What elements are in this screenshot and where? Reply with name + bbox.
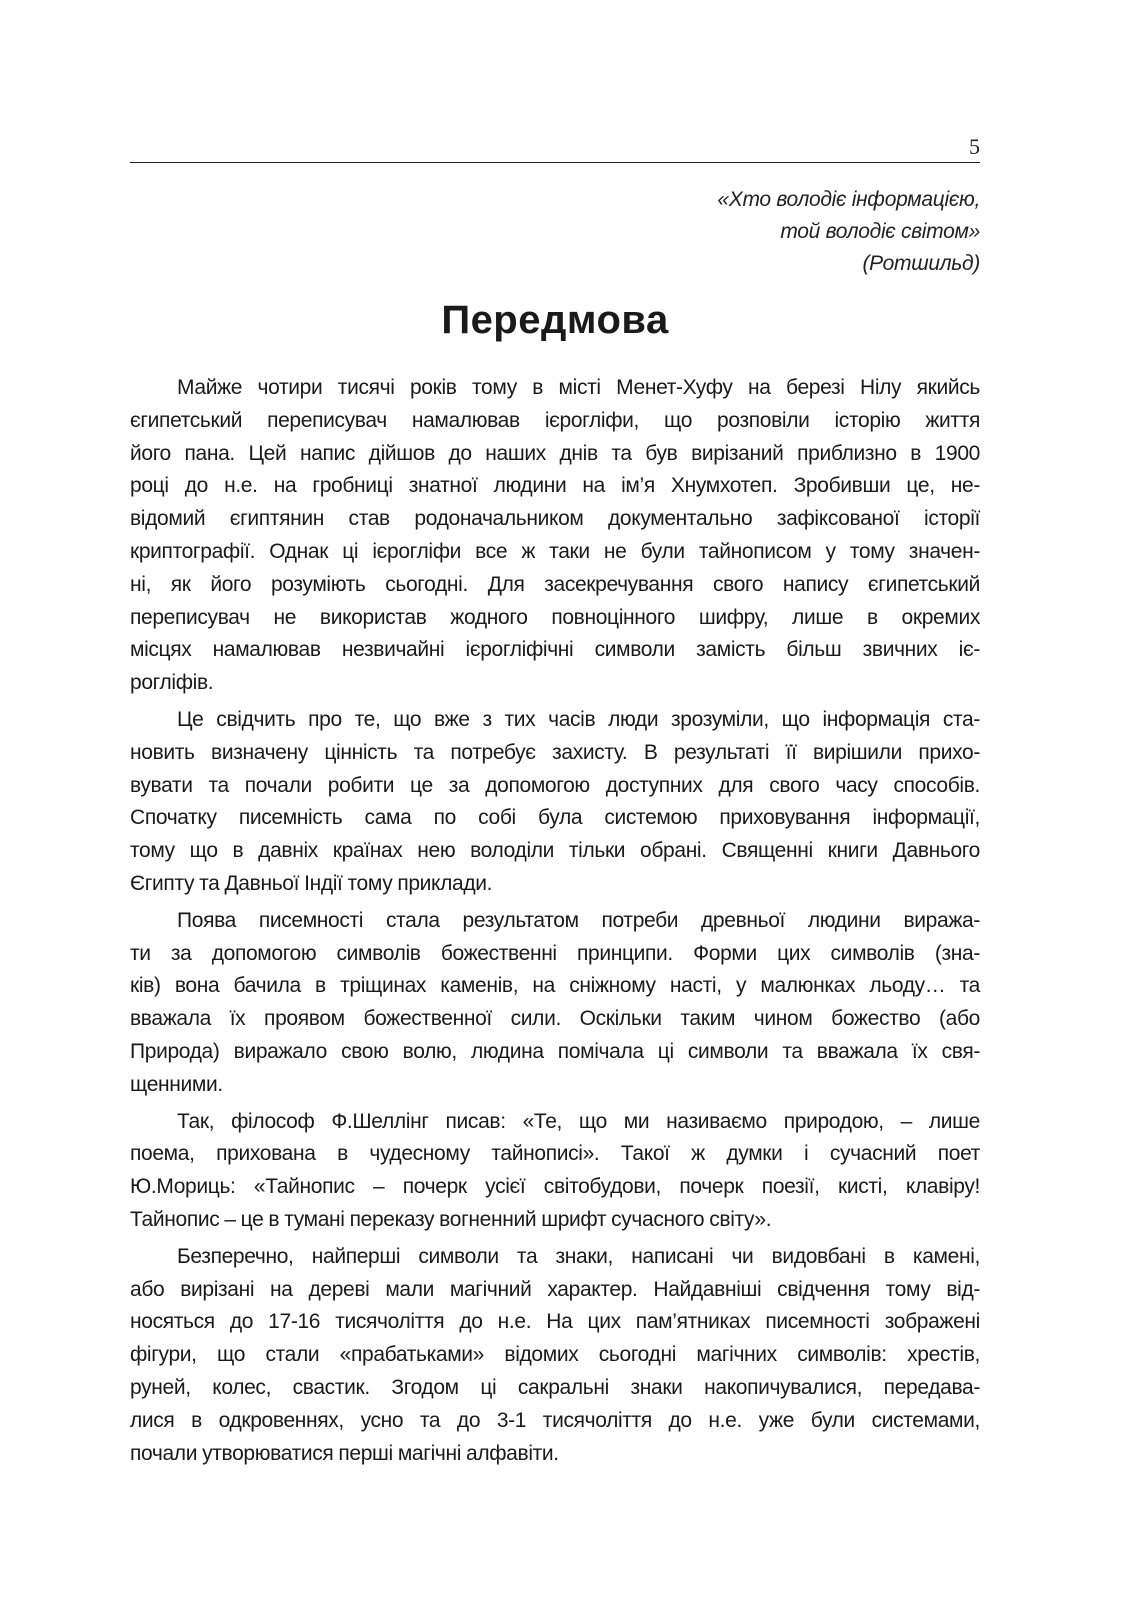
- paragraph: [130, 1106, 980, 1237]
- epigraph-line: той володіє світом»: [780, 220, 980, 243]
- text-line: Ю.Мориць: «Тайнопис – почерк усієї світобудови, почерк поезії, кисті, клавіру!: [130, 1175, 980, 1199]
- page-title: Передмова: [441, 298, 669, 342]
- text-line: тому що в давніх країнах нею володіли тільки обрані. Священні книги Давнього: [130, 839, 980, 863]
- text-line: ків) вона бачила в тріщинах каменів, на сніжному насті, у малюнках льоду… та: [130, 974, 980, 998]
- page-number: 5: [969, 134, 980, 159]
- text-line: вважала їх проявом божественної сили. Оскільки таким чином божество (або: [130, 1007, 980, 1031]
- text-line: вувати та почали робити це за допомогою доступних для свого часу способів.: [130, 773, 980, 797]
- text-line: єгипетський переписувач намалював ієрогліфи, що розповіли історію життя: [130, 408, 980, 432]
- text-line: його пана. Цей напис дійшов до наших днів та був вирізаний приблизно в 1900: [130, 441, 980, 465]
- text-line: Так, філософ Ф.Шеллінг писав: «Те, що ми називаємо природою, – лише: [177, 1109, 980, 1133]
- text-line: щенними.: [130, 1072, 223, 1096]
- text-line: Майже чотири тисячі років тому в місті Менет-Хуфу на березі Нілу якийсь: [177, 376, 980, 399]
- text-line: відомий єгиптянин став родоначальником документально зафіксованої історії: [130, 507, 980, 531]
- paragraph: [130, 1241, 980, 1471]
- text-line: Безперечно, найперші символи та знаки, написані чи видовбані в камені,: [177, 1244, 980, 1268]
- text-line: Природа) виражало свою волю, людина помічала ці символи та вважала їх свя-: [130, 1039, 980, 1063]
- text-line: фігури, що стали «прабатьками» відомих сьогодні магічних символів: хрестів,: [130, 1343, 980, 1367]
- text-line: Це свідчить про те, що вже з тих часів люди зрозуміли, що інформація ста-: [177, 707, 980, 731]
- text-line: ти за допомогою символів божественні принципи. Форми цих символів (зна-: [130, 941, 980, 965]
- text-line: рогліфів.: [130, 671, 214, 695]
- text-line: поема, прихована в чудесному тайнописі». Такої ж думки і сучасний поет: [130, 1142, 980, 1166]
- text-line: криптографії. Однак ці ієрогліфи все ж таки не були тайнописом у тому значен-: [130, 539, 980, 563]
- paragraph: [130, 704, 980, 901]
- epigraph-line: «Хто володіє інформацією,: [717, 188, 980, 211]
- text-line: ні, як його розуміють сьогодні. Для засекречування свого напису єгипетський: [130, 572, 980, 596]
- paragraph: [130, 905, 980, 1102]
- page-header: [130, 130, 980, 163]
- text-line: новить визначену цінність та потребує захисту. В результаті її вирішили прихо-: [130, 740, 980, 764]
- text-line: Спочатку писемність сама по собі була системою приховування інформації,: [130, 806, 980, 830]
- text-line: місцях намалював незвичайні ієрогліфічні символи замість більш звичних іє-: [130, 638, 980, 662]
- body-text: [130, 372, 980, 1474]
- text-line: руней, колес, свастик. Згодом ці сакральні знаки накопичувалися, передава-: [130, 1375, 980, 1399]
- epigraph: [717, 184, 980, 280]
- text-line: Поява писемності стала результатом потреби древньої людини виража-: [177, 908, 980, 932]
- epigraph-author: (Ротшильд): [862, 252, 980, 275]
- text-line: році до н.е. на гробниці знатної людини на ім’я Хнумхотеп. Зробивши це, не-: [130, 474, 980, 498]
- text-line: Тайнопис – це в тумані переказу вогненний шрифт сучасного світу».: [130, 1207, 772, 1231]
- text-line: почали утворюватися перші магічні алфавіти.: [130, 1441, 559, 1465]
- text-line: лися в одкровеннях, усно та до 3-1 тисячоліття до н.е. уже були системами,: [130, 1408, 980, 1432]
- text-line: переписувач не використав жодного повноцінного шифру, лише в окремих: [130, 605, 980, 629]
- text-line: носяться до 17-16 тисячоліття до н.е. На цих пам’ятниках писемності зображені: [130, 1310, 980, 1334]
- text-line: або вирізані на дереві мали магічний характер. Найдавніші свідчення тому від-: [130, 1277, 980, 1301]
- text-line: Єгипту та Давньої Індії тому приклади.: [130, 871, 493, 895]
- paragraph: [130, 372, 980, 700]
